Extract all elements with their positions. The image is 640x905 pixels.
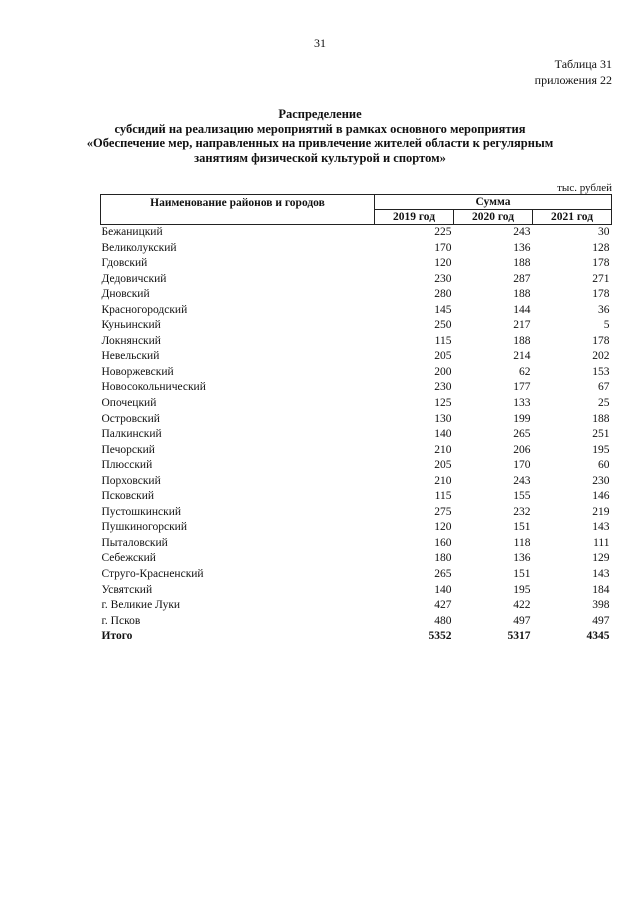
units-label: тыс. рублей [557, 182, 612, 194]
value-2021-cell: 129 [592, 552, 610, 565]
district-name-cell: Плюсский [101, 459, 153, 472]
title-line-2: субсидий на реализацию мероприятий в рамках основного мероприятия [114, 121, 526, 136]
value-2021-cell: 202 [592, 350, 610, 363]
table-row [101, 303, 612, 319]
value-2019-cell: 265 [434, 568, 452, 581]
district-name-cell: г. Псков [101, 614, 141, 627]
district-name-cell: Печорский [101, 443, 155, 456]
district-name-cell: Невельский [101, 350, 160, 363]
value-2021-cell: 36 [598, 303, 610, 316]
value-2020-cell: 497 [513, 614, 531, 627]
district-name-cell: Итого [101, 630, 133, 643]
district-name-cell: Дновский [101, 288, 150, 301]
value-2020-cell: 144 [513, 303, 531, 316]
value-2019-cell: 427 [434, 599, 452, 612]
district-name-cell: Псковский [101, 490, 155, 503]
value-2021-cell: 143 [592, 521, 610, 534]
value-2020-cell: 5317 [507, 630, 531, 643]
table-row [101, 489, 612, 505]
value-2019-cell: 5352 [428, 630, 452, 643]
value-2019-cell: 125 [434, 397, 452, 410]
value-2020-cell: 151 [513, 521, 531, 534]
district-name-cell: Новосокольнический [101, 381, 206, 394]
table-row [101, 598, 612, 614]
value-2020-cell: 177 [513, 381, 531, 394]
value-2020-cell: 62 [519, 365, 531, 378]
district-name-cell: Куньинский [101, 319, 161, 332]
total-row [101, 629, 612, 645]
district-name-cell: г. Великие Луки [101, 599, 181, 612]
district-name-cell: Бежаницкий [101, 226, 163, 238]
value-2019-cell: 200 [434, 365, 452, 378]
value-2021-cell: 230 [592, 474, 610, 487]
table-row [101, 412, 612, 428]
value-2019-cell: 115 [434, 490, 452, 503]
table-row [101, 520, 612, 536]
value-2019-cell: 130 [434, 412, 452, 425]
header-year-2019: 2019 год [375, 210, 454, 225]
table-row [101, 583, 612, 599]
value-2020-cell: 243 [513, 226, 531, 238]
table-body [101, 225, 612, 645]
table-row [101, 474, 612, 490]
document-title [80, 107, 560, 165]
table-row [101, 241, 612, 257]
header-sum-cell: Сумма [375, 195, 612, 210]
value-2020-cell: 118 [513, 536, 531, 549]
value-2019-cell: 145 [434, 303, 452, 316]
district-name-cell: Пушкиногорский [101, 521, 187, 534]
district-name-cell: Великолукский [101, 241, 177, 254]
value-2019-cell: 170 [434, 241, 452, 254]
district-name-cell: Локнянский [101, 334, 161, 347]
table-row [101, 256, 612, 272]
value-2019-cell: 140 [434, 583, 452, 596]
value-2021-cell: 178 [592, 334, 610, 347]
title-line-1: Распределение [278, 107, 362, 121]
subsidy-table-container [100, 194, 612, 645]
header-year-2020: 2020 год [454, 210, 533, 225]
district-name-cell: Островский [101, 412, 160, 425]
table-row [101, 287, 612, 303]
table-reference [535, 56, 612, 88]
value-2021-cell: 60 [598, 459, 610, 472]
table-row [101, 396, 612, 412]
district-name-cell: Себежский [101, 552, 156, 565]
table-row [101, 505, 612, 521]
value-2021-cell: 25 [598, 397, 610, 410]
value-2021-cell: 4345 [586, 630, 610, 643]
value-2020-cell: 136 [513, 241, 531, 254]
value-2021-cell: 271 [592, 272, 610, 285]
value-2021-cell: 219 [592, 505, 610, 518]
table-row [101, 443, 612, 459]
value-2019-cell: 205 [434, 459, 452, 472]
value-2019-cell: 210 [434, 474, 452, 487]
value-2020-cell: 188 [513, 334, 531, 347]
title-line-4: занятиям физической культурой и спортом» [194, 150, 446, 165]
value-2019-cell: 140 [434, 428, 452, 441]
value-2020-cell: 287 [513, 272, 531, 285]
header-row-top [101, 195, 612, 210]
table-row [101, 458, 612, 474]
table-row [101, 349, 612, 365]
value-2021-cell: 184 [592, 583, 610, 596]
table-ref-line-1: Таблица 31 [554, 57, 612, 71]
value-2019-cell: 205 [434, 350, 452, 363]
value-2019-cell: 250 [434, 319, 452, 332]
value-2020-cell: 188 [513, 288, 531, 301]
table-row [101, 551, 612, 567]
district-name-cell: Порховский [101, 474, 161, 487]
table-row [101, 536, 612, 552]
table-header [101, 195, 612, 225]
value-2020-cell: 217 [513, 319, 531, 332]
value-2020-cell: 170 [513, 459, 531, 472]
value-2021-cell: 251 [592, 428, 610, 441]
table-row [101, 614, 612, 630]
value-2021-cell: 146 [592, 490, 610, 503]
district-name-cell: Пыталовский [101, 536, 168, 549]
value-2020-cell: 232 [513, 505, 531, 518]
value-2021-cell: 5 [603, 319, 610, 332]
value-2020-cell: 199 [513, 412, 531, 425]
district-name-cell: Пустошкинский [101, 505, 182, 518]
value-2020-cell: 214 [513, 350, 531, 363]
table-row [101, 567, 612, 583]
header-year-2021: 2021 год [533, 210, 612, 225]
table-row [101, 272, 612, 288]
district-name-cell: Палкинский [101, 428, 162, 441]
value-2020-cell: 422 [513, 599, 531, 612]
district-name-cell: Красногородский [101, 303, 188, 316]
value-2020-cell: 243 [513, 474, 531, 487]
table-row [101, 334, 612, 350]
table-row [101, 225, 612, 241]
value-2019-cell: 230 [434, 381, 452, 394]
district-name-cell: Струго-Красненский [101, 568, 204, 581]
value-2020-cell: 188 [513, 257, 531, 270]
value-2020-cell: 195 [513, 583, 531, 596]
value-2019-cell: 225 [434, 226, 452, 238]
district-name-cell: Гдовский [101, 257, 148, 270]
table-ref-line-2: приложения 22 [534, 73, 612, 87]
district-name-cell: Дедовичский [101, 272, 167, 285]
value-2021-cell: 111 [593, 536, 610, 549]
value-2021-cell: 128 [592, 241, 610, 254]
subsidy-table [100, 194, 612, 645]
table-row [101, 427, 612, 443]
value-2019-cell: 210 [434, 443, 452, 456]
value-2020-cell: 155 [513, 490, 531, 503]
value-2019-cell: 275 [434, 505, 452, 518]
value-2020-cell: 151 [513, 568, 531, 581]
value-2021-cell: 398 [592, 599, 610, 612]
value-2019-cell: 280 [434, 288, 452, 301]
value-2019-cell: 115 [434, 334, 452, 347]
table-row [101, 318, 612, 334]
value-2021-cell: 497 [592, 614, 610, 627]
value-2019-cell: 120 [434, 257, 452, 270]
value-2019-cell: 230 [434, 272, 452, 285]
header-name-cell: Наименование районов и городов [101, 195, 375, 225]
value-2021-cell: 188 [592, 412, 610, 425]
table-row [101, 380, 612, 396]
page-number: 31 [314, 36, 326, 50]
value-2020-cell: 265 [513, 428, 531, 441]
table-row [101, 365, 612, 381]
district-name-cell: Усвятский [101, 583, 153, 596]
value-2020-cell: 206 [513, 443, 531, 456]
district-name-cell: Опочецкий [101, 397, 157, 410]
value-2021-cell: 178 [592, 257, 610, 270]
value-2020-cell: 133 [513, 397, 531, 410]
title-line-3: «Обеспечение мер, направленных на привлечение жителей области к регулярным [86, 136, 554, 150]
value-2021-cell: 30 [598, 226, 610, 238]
value-2019-cell: 480 [434, 614, 452, 627]
district-name-cell: Новоржевский [101, 365, 174, 378]
value-2020-cell: 136 [513, 552, 531, 565]
value-2021-cell: 67 [598, 381, 610, 394]
value-2021-cell: 178 [592, 288, 610, 301]
value-2021-cell: 143 [592, 568, 610, 581]
value-2019-cell: 160 [434, 536, 452, 549]
value-2019-cell: 180 [434, 552, 452, 565]
value-2019-cell: 120 [434, 521, 452, 534]
value-2021-cell: 153 [592, 365, 610, 378]
value-2021-cell: 195 [592, 443, 610, 456]
